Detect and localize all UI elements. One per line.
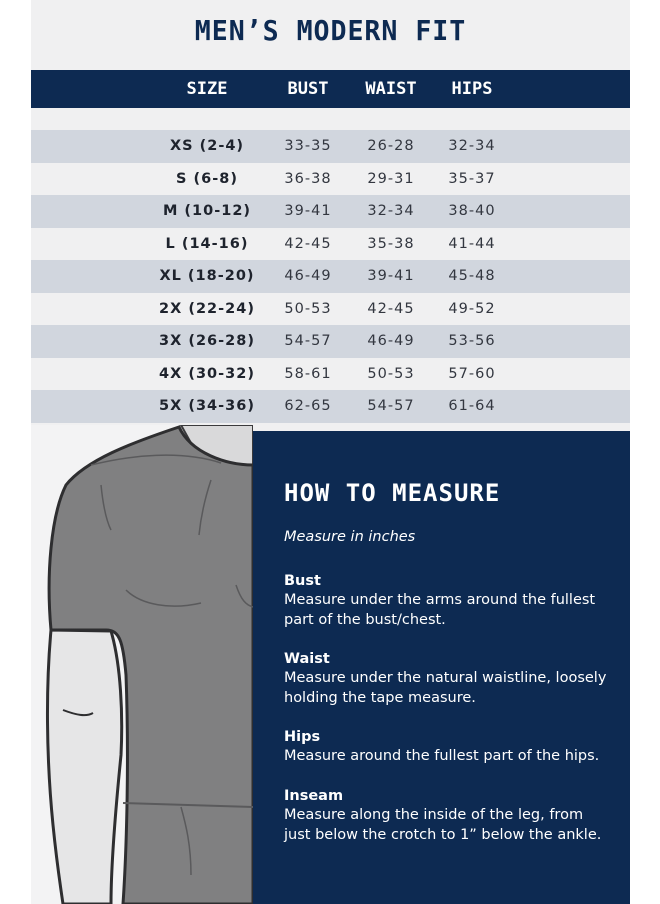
header-size: SIZE (186, 79, 228, 99)
size-table-body (31, 130, 630, 435)
inseam-heading: Inseam (284, 788, 344, 804)
torso-illustration (31, 425, 253, 904)
waist-heading: Waist (284, 651, 330, 667)
table-row (31, 325, 630, 358)
cell-bust: 54-57 (284, 333, 332, 349)
cell-waist: 46-49 (367, 333, 415, 349)
bust-line-2: part of the bust/chest. (284, 611, 446, 628)
cell-size: M (10-12) (162, 203, 252, 219)
table-row (31, 130, 630, 163)
cell-hips: 32-34 (448, 138, 496, 154)
cell-hips: 61-64 (448, 398, 496, 414)
cell-hips: 41-44 (448, 235, 496, 252)
table-row (31, 260, 630, 293)
bust-instructions (284, 572, 614, 630)
cell-size: 3X (26-28) (159, 333, 255, 349)
cell-size: 4X (30-32) (159, 365, 255, 382)
inseam-line-1: Measure along the inside of the leg, from (284, 807, 584, 823)
table-row (31, 358, 630, 391)
table-spacer (31, 108, 630, 130)
cell-waist: 42-45 (367, 300, 415, 317)
table-row (31, 195, 630, 228)
waist-line-2: holding the tape measure. (284, 689, 476, 706)
cell-size: S (6-8) (176, 170, 238, 187)
cell-waist: 29-31 (367, 170, 415, 187)
cell-bust: 36-38 (284, 170, 332, 187)
cell-waist: 54-57 (367, 398, 415, 414)
cell-hips: 49-52 (448, 300, 496, 317)
cell-hips: 35-37 (448, 170, 496, 187)
cell-waist: 35-38 (367, 235, 415, 252)
table-row (31, 390, 630, 423)
cell-hips: 53-56 (448, 333, 496, 349)
table-header (31, 70, 630, 108)
table-row (31, 293, 630, 326)
cell-size: 2X (22-24) (159, 300, 255, 317)
cell-hips: 57-60 (448, 365, 496, 382)
cell-bust: 39-41 (284, 203, 332, 219)
waist-instructions (284, 650, 614, 708)
page-title: MEN’S MODERN FIT (194, 14, 467, 47)
cell-bust: 33-35 (284, 138, 332, 154)
cell-waist: 39-41 (367, 268, 415, 284)
cell-size: L (14-16) (165, 235, 249, 252)
table-row (31, 163, 630, 196)
cell-bust: 46-49 (284, 268, 332, 284)
cell-bust: 58-61 (284, 365, 332, 382)
hips-instructions (284, 728, 614, 767)
inseam-instructions (284, 787, 614, 845)
cell-size: XL (18-20) (159, 268, 255, 284)
header-waist: WAIST (365, 79, 417, 99)
cell-size: 5X (34-36) (159, 398, 255, 414)
table-row (31, 228, 630, 261)
cell-bust: 42-45 (284, 235, 332, 252)
hips-heading: Hips (284, 729, 321, 745)
measure-units-note: Measure in inches (284, 529, 416, 545)
inseam-line-2: just below the crotch to 1” below the ankle. (284, 826, 602, 843)
cell-hips: 38-40 (448, 203, 496, 219)
cell-bust: 50-53 (284, 300, 332, 317)
cell-waist: 26-28 (367, 138, 415, 154)
bust-line-1: Measure under the arms around the fullest (284, 592, 596, 608)
cell-bust: 62-65 (284, 398, 332, 414)
hips-line-1: Measure around the fullest part of the hips. (284, 748, 600, 764)
header-hips: HIPS (451, 79, 493, 99)
shirt-figure-icon (31, 425, 253, 904)
cell-size: XS (2-4) (169, 138, 245, 154)
how-to-measure-title: HOW TO MEASURE (284, 479, 501, 507)
cell-waist: 50-53 (367, 365, 415, 382)
waist-line-1: Measure under the natural waistline, loosely (284, 670, 607, 686)
bust-heading: Bust (284, 573, 321, 589)
cell-hips: 45-48 (448, 268, 496, 284)
cell-waist: 32-34 (367, 203, 415, 219)
header-bust: BUST (287, 79, 329, 99)
